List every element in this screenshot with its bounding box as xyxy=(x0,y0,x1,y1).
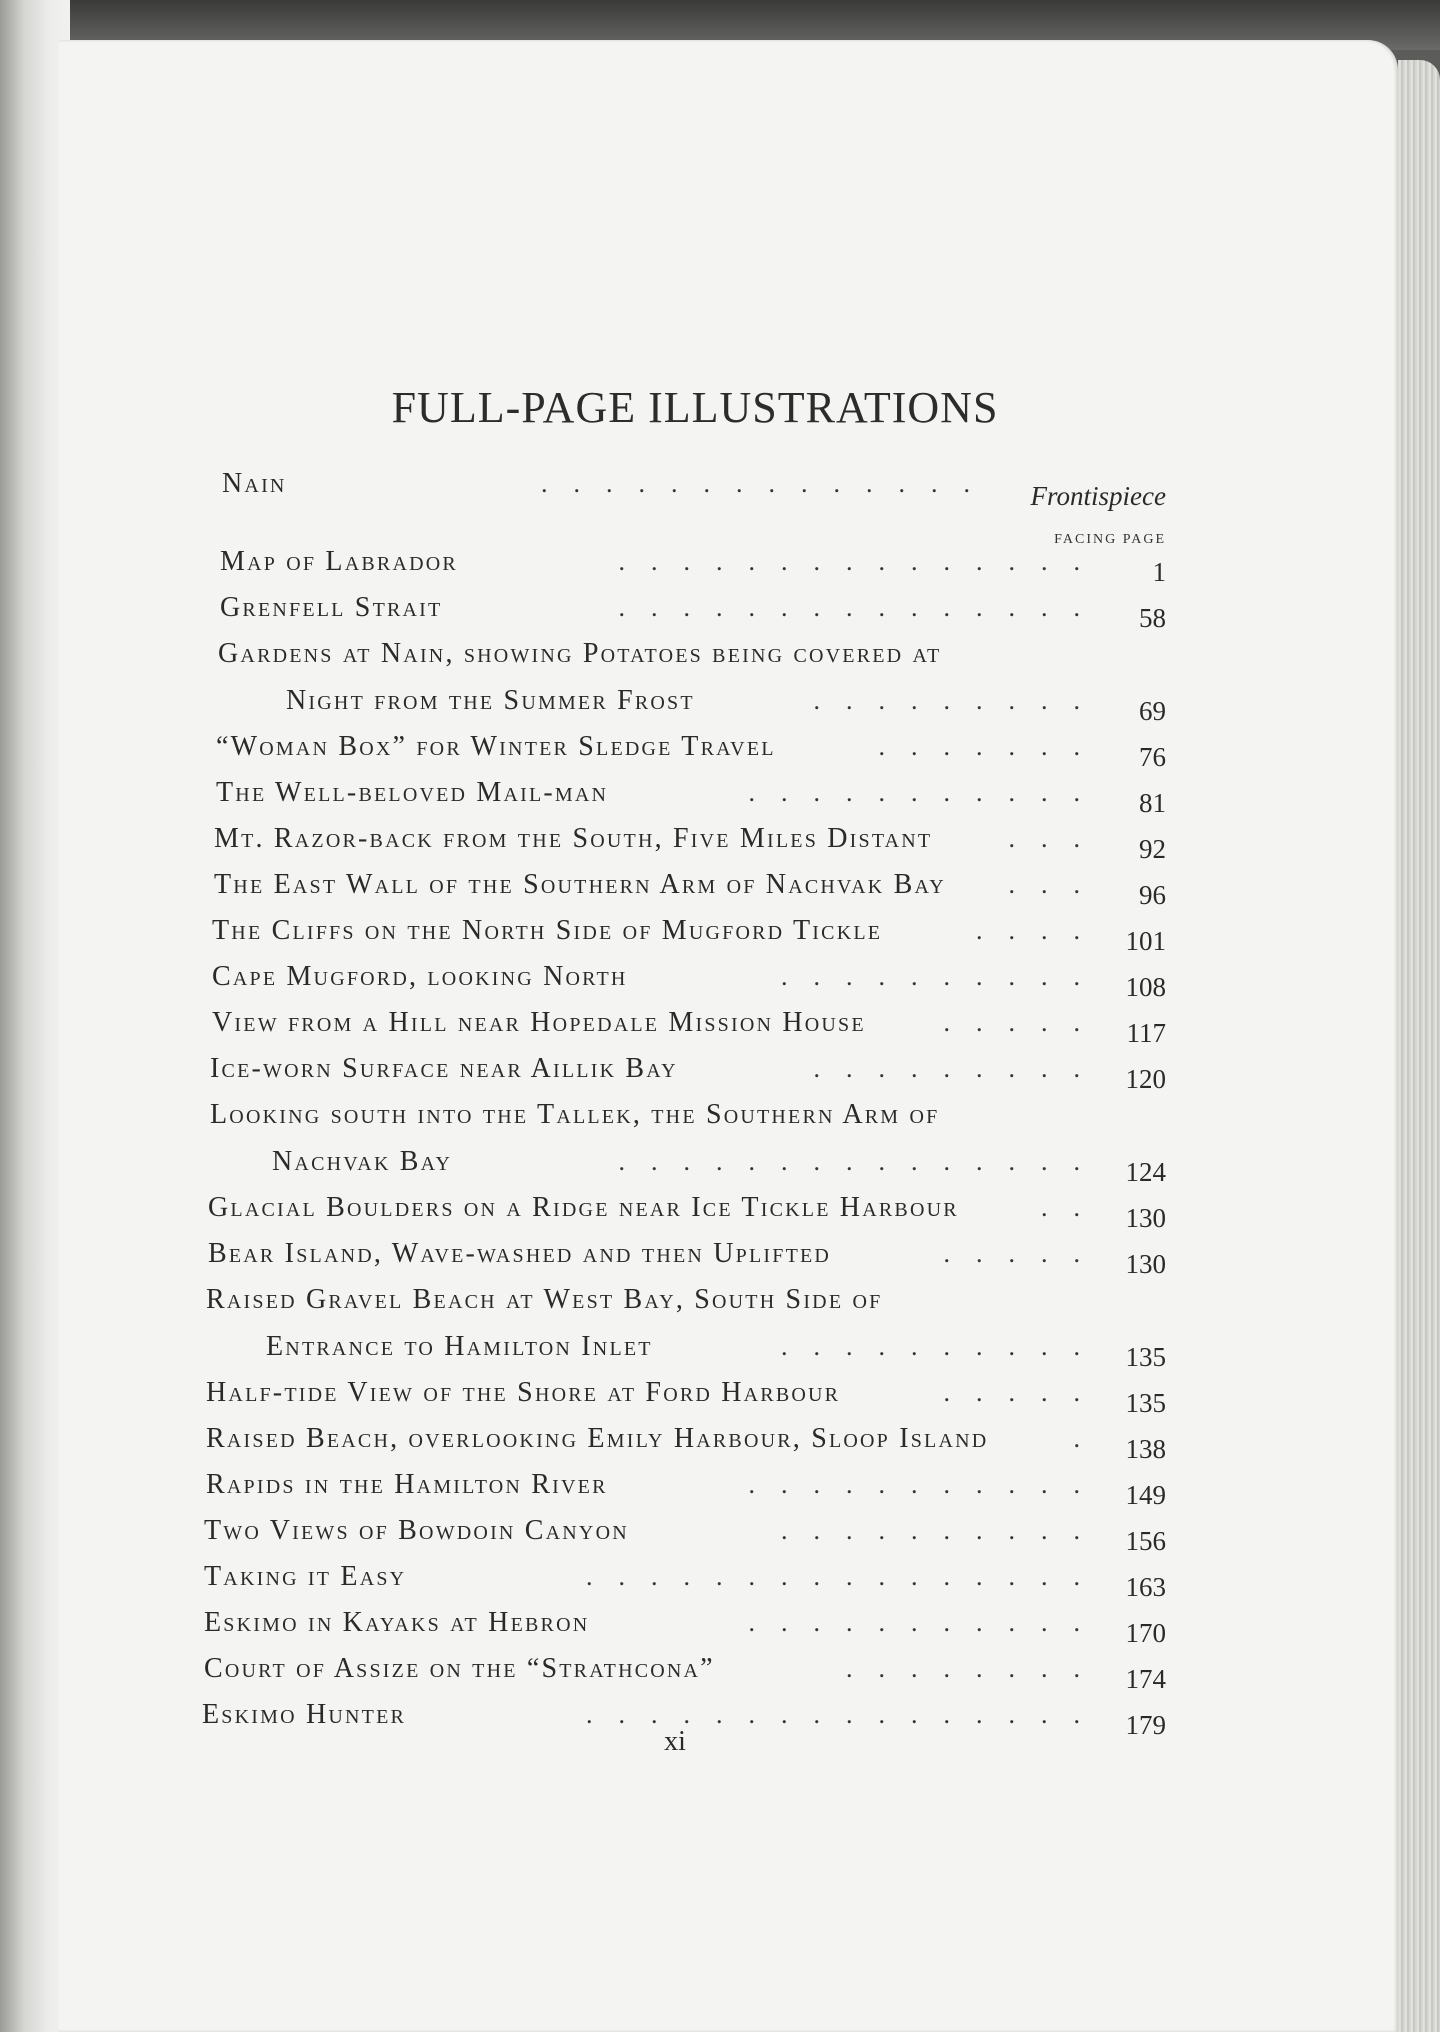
page-number: 130 xyxy=(1125,1249,1166,1279)
illustration-title: Grenfell Strait xyxy=(220,592,443,623)
page-number: 170 xyxy=(1125,1618,1166,1648)
dot-leader: . . . . . . . . . . xyxy=(781,962,1080,991)
page-title: FULL-PAGE ILLUSTRATIONS xyxy=(391,383,999,432)
illustration-title: Raised Gravel Beach at West Bay, South Side of xyxy=(206,1284,883,1315)
illustration-title-continued: Nachvak Bay xyxy=(272,1146,453,1177)
page-number: 124 xyxy=(1125,1157,1166,1187)
illustration-title: View from a Hill near Hopedale Mission House xyxy=(212,1007,866,1038)
dot-leader: . . . . . . . . . . . . . . . . xyxy=(586,1700,1080,1729)
dot-leader: . . . xyxy=(1008,824,1080,853)
page-number: 81 xyxy=(1139,788,1166,818)
illustration-title: The Cliffs on the North Side of Mugford Tickle xyxy=(212,915,883,946)
page-number: 96 xyxy=(1139,880,1166,910)
frontispiece-label: Frontispiece xyxy=(1030,481,1166,511)
illustration-title: Glacial Boulders on a Ridge near Ice Tickle Harbour xyxy=(208,1192,959,1223)
dot-leader: . . . . . . . . . . . xyxy=(748,778,1080,807)
illustration-title: Raised Beach, overlooking Emily Harbour, Sloop Island xyxy=(206,1423,989,1454)
illustration-title: Looking south into the Tallek, the Southern Arm of xyxy=(210,1099,940,1130)
illustration-title: Map of Labrador xyxy=(220,546,458,577)
page-number: 135 xyxy=(1125,1388,1166,1418)
illustration-title: Two Views of Bowdoin Canyon xyxy=(204,1515,629,1546)
page-number: 135 xyxy=(1125,1342,1166,1372)
page-number: 69 xyxy=(1139,696,1166,726)
facing-page-label: FACING PAGE xyxy=(1054,532,1166,547)
page-number: 149 xyxy=(1125,1480,1166,1510)
illustration-title: Eskimo Hunter xyxy=(202,1699,407,1730)
dot-leader: . . . . . . . . . . . xyxy=(748,1470,1080,1499)
illustration-title: The Well-beloved Mail-man xyxy=(216,777,609,808)
dot-leader: . . . . . . . . . . . . . . . . xyxy=(586,1562,1080,1591)
dot-leader: . . . . . . . . . . xyxy=(781,1516,1080,1545)
dot-leader: . xyxy=(1073,1424,1080,1453)
dot-leader: . . . . . . . . . xyxy=(813,686,1080,715)
illustration-title: Taking it Easy xyxy=(204,1561,407,1592)
dot-leader: . . . . . xyxy=(943,1008,1080,1037)
illustration-title: Bear Island, Wave-washed and then Uplifted xyxy=(208,1238,832,1269)
dot-leader: . . . . . xyxy=(943,1378,1080,1407)
illustration-title: Ice-worn Surface near Aillik Bay xyxy=(210,1053,678,1084)
illustration-title: Gardens at Nain, showing Potatoes being covered at xyxy=(218,638,942,669)
illustration-title: Cape Mugford, looking North xyxy=(212,961,628,992)
page-number: 92 xyxy=(1139,834,1166,864)
illustration-title: “Woman Box” for Winter Sledge Travel xyxy=(216,731,776,762)
illustration-title: Rapids in the Hamilton River xyxy=(206,1469,608,1500)
dot-leader: . . . xyxy=(1008,870,1080,899)
dot-leader: . . . . . . . . . . . . . . xyxy=(541,469,970,498)
dot-leader: . . . . . . . . . xyxy=(813,1054,1080,1083)
page-number: 174 xyxy=(1125,1664,1166,1694)
page-number: 117 xyxy=(1126,1018,1166,1048)
dot-leader: . . . . . xyxy=(943,1239,1080,1268)
illustration-title: Eskimo in Kayaks at Hebron xyxy=(204,1607,590,1638)
illustration-title: Mt. Razor-back from the South, Five Miles Distant xyxy=(214,823,933,854)
dot-leader: . . xyxy=(1041,1193,1080,1222)
page-number: 130 xyxy=(1125,1203,1166,1233)
illustration-title-continued: Night from the Summer Frost xyxy=(286,685,695,716)
page-number: 156 xyxy=(1125,1526,1166,1556)
page-number: 120 xyxy=(1125,1064,1166,1094)
dot-leader: . . . . . . . . xyxy=(846,1654,1080,1683)
dot-leader: . . . . . . . . . . . . . . . xyxy=(618,547,1080,576)
dot-leader: . . . . xyxy=(976,916,1080,945)
illustration-title: Court of Assize on the “Strathcona” xyxy=(204,1653,715,1684)
page-edges xyxy=(1398,60,1440,2032)
dot-leader: . . . . . . . . . . xyxy=(781,1332,1080,1361)
frontispiece-entry-title: Nain xyxy=(222,468,287,499)
dot-leader: . . . . . . . . . . . . . . . xyxy=(618,593,1080,622)
illustration-title: The East Wall of the Southern Arm of Nachvak Bay xyxy=(214,869,946,900)
page-number: 1 xyxy=(1152,557,1166,587)
page-number: 179 xyxy=(1125,1710,1166,1740)
illustration-title: Half-tide View of the Shore at Ford Harbour xyxy=(206,1377,841,1408)
page-number: 58 xyxy=(1139,603,1166,633)
page-number: 76 xyxy=(1139,742,1166,772)
dot-leader: . . . . . . . xyxy=(878,732,1080,761)
page-number: 163 xyxy=(1125,1572,1166,1602)
page-number: 108 xyxy=(1125,972,1166,1002)
illustration-title-continued: Entrance to Hamilton Inlet xyxy=(266,1331,653,1362)
page-folio: xi xyxy=(664,1726,686,1757)
dot-leader: . . . . . . . . . . . xyxy=(748,1608,1080,1637)
page-number: 101 xyxy=(1125,926,1166,956)
page-number: 138 xyxy=(1125,1434,1166,1464)
dot-leader: . . . . . . . . . . . . . . . xyxy=(618,1147,1080,1176)
